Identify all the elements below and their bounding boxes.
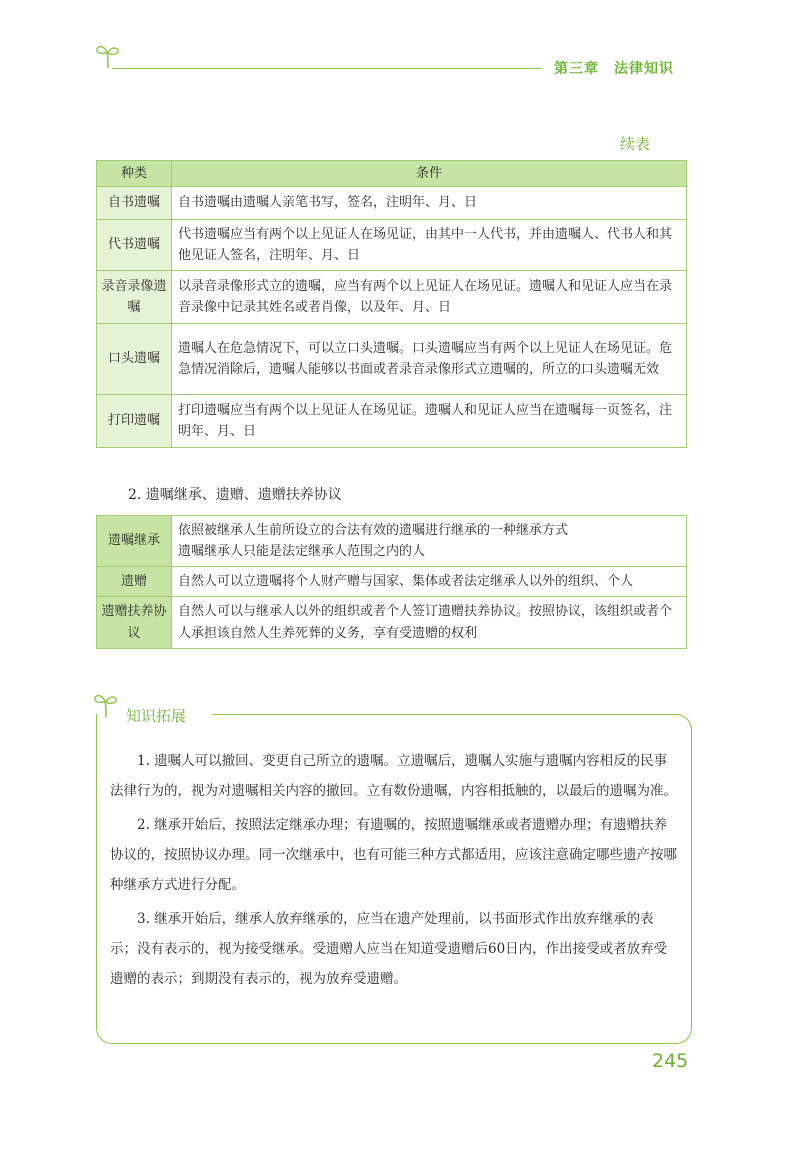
extension-paragraph: 3. 继承开始后，继承人放弃继承的，应当在遗产处理前，以书面形式作出放弃继承的表示；没有表示的，视为接受继承。受遗赠人应当在知道受遗赠后60日内，作出接受或者放弃受遗赠的表示；到期没有表示的，视为放弃受遗赠。 xyxy=(110,911,668,987)
row-condition: 自书遗嘱由遗嘱人亲笔书写，签名，注明年、月、日 xyxy=(172,187,687,220)
table-header-row xyxy=(97,161,687,187)
column-header-condition: 条件 xyxy=(172,161,687,187)
row-kind: 打印遗嘱 xyxy=(97,395,172,448)
continued-label: 续表 xyxy=(620,135,651,153)
extension-paragraph: 1. 遗嘱人可以撤回、变更自己所立的遗嘱。立遗嘱后，遗嘱人实施与遗嘱内容相反的民事法律行为的，视为对遗嘱相关内容的撤回。立有数份遗嘱，内容相抵触的，以最后的遗嘱为准。 xyxy=(110,753,677,799)
row-kind: 遗赠扶养协议 xyxy=(97,597,172,649)
extension-title: 知识拓展 xyxy=(126,707,187,725)
row-condition: 遗嘱人在危急情况下，可以立口头遗嘱。口头遗嘱应当有两个以上见证人在场见证。危急情况消除后，遗嘱人能够以书面或者录音录像形式立遗嘱的，所立的口头遗嘱无效 xyxy=(172,324,687,395)
table-row xyxy=(97,567,687,597)
extension-content xyxy=(110,746,680,998)
chapter-header: 第三章 法律知识 xyxy=(554,61,674,77)
row-kind: 自书遗嘱 xyxy=(97,187,172,220)
table-row xyxy=(97,271,687,324)
row-condition: 自然人可以立遗嘱将个人财产赠与国家、集体或者法定继承人以外的组织、个人 xyxy=(172,567,687,597)
table-row xyxy=(97,220,687,271)
will-types-table xyxy=(96,160,687,448)
extension-top-rule xyxy=(212,714,674,715)
column-header-kind: 种类 xyxy=(97,161,172,187)
row-condition: 以录音录像形式立的遗嘱，应当有两个以上见证人在场见证。遗嘱人和见证人应当在录音录像中记录其姓名或者肖像，以及年、月、日 xyxy=(172,271,687,324)
table-row xyxy=(97,395,687,448)
row-kind: 代书遗嘱 xyxy=(97,220,172,271)
condition-line: 依照被继承人生前所设立的合法有效的遗嘱进行继承的一种继承方式 xyxy=(178,522,569,538)
table-row xyxy=(97,187,687,220)
row-condition: 自然人可以与继承人以外的组织或者个人签订遗赠扶养协议。按照协议，该组织或者个人承担该自然人生养死葬的义务，享有受遗赠的权利 xyxy=(172,597,687,649)
extension-corner xyxy=(672,714,692,734)
condition-line: 遗嘱继承人只能是法定继承人范围之内的人 xyxy=(178,544,426,559)
row-kind: 遗嘱继承 xyxy=(97,516,172,567)
table-row xyxy=(97,324,687,395)
row-condition: 代书遗嘱应当有两个以上见证人在场见证，由其中一人代书，并由遗嘱人、代书人和其他见证人签名，注明年、月、日 xyxy=(172,220,687,271)
sprout-icon xyxy=(93,40,123,70)
section-heading: 2. 遗嘱继承、遗赠、遗赠扶养协议 xyxy=(128,487,342,503)
inheritance-methods-table xyxy=(96,515,687,649)
page-number: 245 xyxy=(652,1050,689,1072)
table-row xyxy=(97,597,687,649)
table-row xyxy=(97,516,687,567)
row-condition xyxy=(172,516,687,567)
row-kind: 遗赠 xyxy=(97,567,172,597)
row-kind: 录音录像遗嘱 xyxy=(97,271,172,324)
header-rule xyxy=(112,68,542,69)
row-condition: 打印遗嘱应当有两个以上见证人在场见证。遗嘱人和见证人应当在遗嘱每一页签名，注明年、月、日 xyxy=(172,395,687,448)
extension-paragraph: 2. 继承开始后，按照法定继承办理；有遗嘱的，按照遗嘱继承或者遗赠办理；有遗赠扶养协议的，按照协议办理。同一次继承中，也有可能三种方式都适用，应该注意确定哪些遗产按哪种继承方式进行分配。 xyxy=(110,817,677,893)
row-kind: 口头遗嘱 xyxy=(97,324,172,395)
